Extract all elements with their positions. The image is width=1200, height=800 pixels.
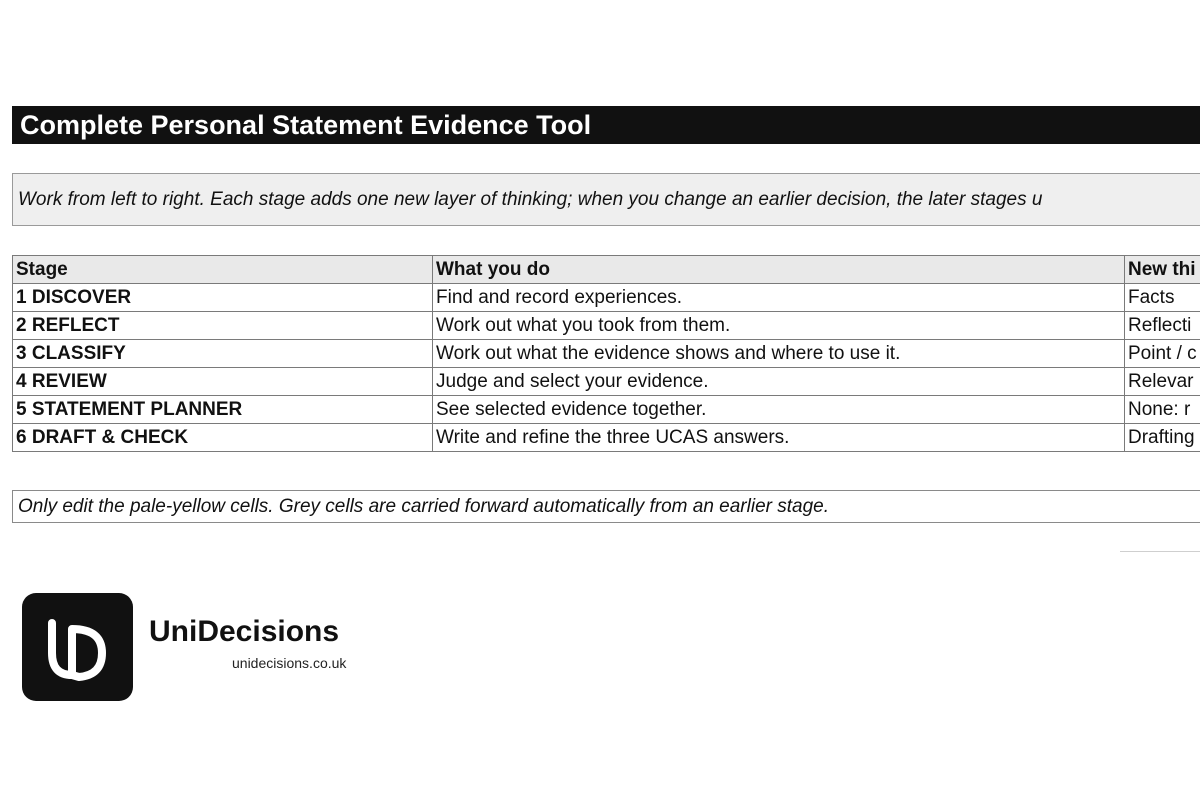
- new-thinking-cell[interactable]: Drafting: [1125, 424, 1200, 452]
- new-thinking-cell[interactable]: Relevar: [1125, 368, 1200, 396]
- stage-cell[interactable]: 5 STATEMENT PLANNER: [13, 396, 433, 424]
- new-thinking-cell[interactable]: Facts: [1125, 284, 1200, 312]
- table-row: [13, 284, 1200, 312]
- what-you-do-cell[interactable]: Judge and select your evidence.: [433, 368, 1125, 396]
- header-new-thinking[interactable]: New thi: [1125, 256, 1200, 284]
- unidecisions-logo-icon: [22, 593, 133, 701]
- stage-cell[interactable]: 3 CLASSIFY: [13, 340, 433, 368]
- edit-note-cell[interactable]: Only edit the pale-yellow cells. Grey cells are carried forward automatically from an earlier stage.: [12, 490, 1200, 523]
- stage-cell[interactable]: 4 REVIEW: [13, 368, 433, 396]
- table-row: [13, 424, 1200, 452]
- header-what-you-do[interactable]: What you do: [433, 256, 1125, 284]
- table-row: [13, 340, 1200, 368]
- stage-cell[interactable]: 1 DISCOVER: [13, 284, 433, 312]
- what-you-do-cell[interactable]: See selected evidence together.: [433, 396, 1125, 424]
- stage-cell[interactable]: 2 REFLECT: [13, 312, 433, 340]
- brand-url: unidecisions.co.uk: [232, 655, 347, 671]
- table-row: [13, 396, 1200, 424]
- table-row: [13, 368, 1200, 396]
- new-thinking-cell[interactable]: Reflecti: [1125, 312, 1200, 340]
- brand-name: UniDecisions: [149, 615, 340, 648]
- logo-mark: [22, 593, 133, 701]
- stages-table: [12, 255, 1200, 452]
- new-thinking-cell[interactable]: None: r: [1125, 396, 1200, 424]
- table-row: [13, 312, 1200, 340]
- instructions-cell[interactable]: Work from left to right. Each stage adds one new layer of thinking; when you change an earlier decision, the later stages u: [12, 173, 1200, 226]
- stage-cell[interactable]: 6 DRAFT & CHECK: [13, 424, 433, 452]
- new-thinking-cell[interactable]: Point / c: [1125, 340, 1200, 368]
- what-you-do-cell[interactable]: Work out what you took from them.: [433, 312, 1125, 340]
- what-you-do-cell[interactable]: Write and refine the three UCAS answers.: [433, 424, 1125, 452]
- what-you-do-cell[interactable]: Work out what the evidence shows and where to use it.: [433, 340, 1125, 368]
- header-stage[interactable]: Stage: [13, 256, 433, 284]
- table-header-row: [13, 256, 1200, 284]
- cell-divider: [1120, 551, 1200, 552]
- sheet-title[interactable]: Complete Personal Statement Evidence Tool: [12, 106, 1200, 144]
- what-you-do-cell[interactable]: Find and record experiences.: [433, 284, 1125, 312]
